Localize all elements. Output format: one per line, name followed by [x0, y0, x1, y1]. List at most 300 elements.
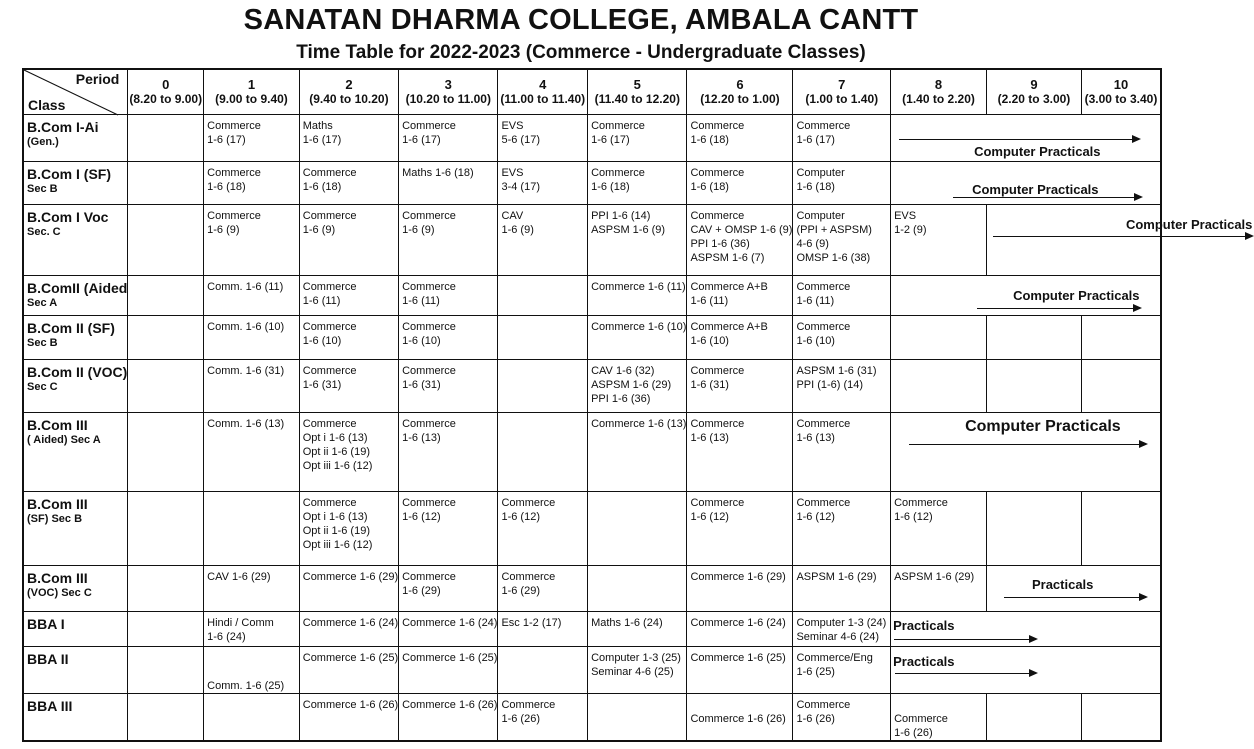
- period-header: [1081, 69, 1161, 114]
- timetable: [22, 68, 1253, 742]
- schedule-cell: [399, 275, 498, 315]
- cell-text: (PPI + ASPSM): [796, 223, 872, 236]
- period-time: (12.20 to 1.00): [700, 91, 780, 106]
- period-header: [986, 69, 1081, 114]
- cell-text: 1-6 (29): [402, 584, 441, 597]
- cell-text: Commerce: [302, 320, 357, 333]
- table-row: [23, 491, 1161, 565]
- cell-text: Seminar 4-6 (25): [591, 665, 674, 678]
- cell-text: [207, 651, 299, 665]
- cell-text: 1-6 (29): [501, 584, 540, 597]
- schedule-cell: [687, 161, 793, 204]
- cell-text: ASPSM 1-6 (7): [690, 251, 765, 264]
- table-row: [23, 275, 1161, 315]
- period-number: 9: [1030, 76, 1038, 92]
- schedule-cell: [498, 204, 588, 275]
- class-name: BBA III: [27, 697, 73, 714]
- cell-text: [690, 698, 792, 712]
- cell-text: Commerce 1-6 (13): [591, 417, 687, 430]
- schedule-cell: [986, 315, 1081, 359]
- schedule-cell: [588, 315, 687, 359]
- cell-text: Computer 1-3 (25): [591, 651, 681, 664]
- cell-text: Computer 1-3 (24): [796, 616, 887, 629]
- header-row: [23, 69, 1161, 114]
- cell-text: 1-6 (9): [501, 223, 534, 236]
- period-header: [128, 69, 204, 114]
- schedule-cell: [891, 693, 987, 741]
- cell-text: Commerce 1-6 (26): [402, 698, 498, 711]
- schedule-cell: [588, 114, 687, 161]
- cell-text: Commerce/Eng: [796, 651, 873, 664]
- cell-text: Commerce: [302, 280, 357, 293]
- schedule-cell: [498, 491, 588, 565]
- cell-text: 1-6 (18): [591, 180, 630, 193]
- class-section: Sec. C: [27, 225, 61, 238]
- cell-text: 1-2 (9): [894, 223, 927, 236]
- cell-text: Commerce: [690, 119, 745, 132]
- cell-text: Commerce: [796, 320, 851, 333]
- schedule-cell: [498, 611, 588, 646]
- cell-text: Commerce: [501, 698, 556, 711]
- practicals-label: Computer Practicals: [972, 181, 1099, 197]
- schedule-cell: [986, 359, 1081, 412]
- schedule-cell: [399, 114, 498, 161]
- schedule-cell: [588, 204, 687, 275]
- cell-text: 1-6 (12): [894, 510, 933, 523]
- class-section: Sec B: [27, 182, 58, 195]
- cell-text: Opt iii 1-6 (12): [302, 538, 373, 551]
- schedule-cell: [588, 693, 687, 741]
- cell-text: PPI (1-6) (14): [796, 378, 864, 391]
- period-number: 6: [736, 76, 744, 92]
- class-cell: [23, 491, 128, 565]
- class-section: Sec C: [27, 380, 58, 393]
- schedule-cell: [793, 565, 891, 611]
- cell-text: Computer: [796, 166, 845, 179]
- cell-text: Commerce: [207, 166, 261, 179]
- schedule-cell: [793, 412, 891, 491]
- cell-text: 1-6 (11): [402, 294, 440, 307]
- cell-text: Opt iii 1-6 (12): [302, 459, 373, 472]
- cell-text: OMSP 1-6 (38): [796, 251, 871, 264]
- cell-text: Opt i 1-6 (13): [302, 510, 368, 523]
- period-time: (9.40 to 10.20): [309, 91, 389, 106]
- cell-text: Commerce: [591, 119, 645, 132]
- cell-text: 1-6 (17): [207, 133, 246, 146]
- cell-text: CAV 1-6 (29): [207, 570, 271, 583]
- span-cell: [891, 611, 1161, 646]
- cell-text: Commerce: [402, 280, 456, 293]
- schedule-cell: [399, 565, 498, 611]
- schedule-cell: [891, 565, 987, 611]
- span-cell: [891, 161, 1161, 204]
- schedule-cell: [687, 204, 793, 275]
- class-cell: [23, 412, 128, 491]
- cell-text: 1-6 (11): [690, 294, 729, 307]
- schedule-cell: [588, 359, 687, 412]
- cell-text: Commerce: [402, 570, 456, 583]
- period-time: (9.00 to 9.40): [215, 91, 288, 106]
- schedule-cell: [588, 275, 687, 315]
- schedule-cell: [498, 275, 588, 315]
- cell-text: 1-6 (31): [690, 378, 729, 391]
- cell-text: Commerce: [894, 496, 948, 509]
- schedule-cell: [687, 275, 793, 315]
- page-subtitle: Time Table for 2022-2023 (Commerce - Undergraduate Classes): [296, 42, 866, 63]
- schedule-cell: [793, 646, 891, 693]
- schedule-cell: [299, 646, 398, 693]
- cell-text: ASPSM 1-6 (29): [894, 570, 975, 583]
- table-row: [23, 359, 1161, 412]
- cell-text: Commerce 1-6 (24): [302, 616, 399, 629]
- cell-text: Commerce: [207, 119, 261, 132]
- corner-cell: [23, 69, 128, 114]
- cell-text: 1-6 (13): [402, 431, 441, 444]
- schedule-cell: [588, 565, 687, 611]
- cell-text: Commerce 1-6 (26): [302, 698, 399, 711]
- schedule-cell: [588, 491, 687, 565]
- schedule-cell: [399, 646, 498, 693]
- cell-text: PPI 1-6 (14): [591, 209, 651, 222]
- arrow-right-icon: [909, 444, 1146, 445]
- period-header: [498, 69, 588, 114]
- schedule-cell: [498, 646, 588, 693]
- period-number: 1: [247, 76, 256, 92]
- schedule-cell: [1081, 693, 1161, 741]
- cell-text: ASPSM 1-6 (9): [591, 223, 666, 236]
- cell-text: 1-6 (12): [796, 510, 835, 523]
- period-number: 10: [1113, 76, 1129, 92]
- cell-text: PPI 1-6 (36): [591, 392, 651, 405]
- schedule-cell: [204, 359, 300, 412]
- schedule-cell: [687, 611, 793, 646]
- schedule-cell: [128, 611, 204, 646]
- schedule-cell: [687, 565, 793, 611]
- schedule-cell: [986, 491, 1081, 565]
- cell-text: Commerce: [402, 119, 456, 132]
- schedule-cell: [399, 204, 498, 275]
- schedule-cell: [399, 161, 498, 204]
- class-cell: [23, 611, 128, 646]
- schedule-cell: [299, 359, 398, 412]
- schedule-cell: [588, 412, 687, 491]
- schedule-cell: [498, 359, 588, 412]
- schedule-cell: [498, 565, 588, 611]
- period-number: 0: [162, 76, 170, 92]
- schedule-cell: [128, 693, 204, 741]
- table-row: [23, 693, 1161, 741]
- schedule-cell: [204, 204, 300, 275]
- table-row: [23, 565, 1161, 611]
- cell-text: Commerce: [690, 166, 745, 179]
- period-header: [588, 69, 687, 114]
- period-time: (1.40 to 2.20): [902, 91, 975, 106]
- schedule-cell: [299, 491, 398, 565]
- table-row: [23, 204, 1161, 275]
- cell-text: CAV: [501, 209, 524, 222]
- class-name: B.Com I-Ai: [27, 118, 99, 135]
- cell-text: Commerce: [501, 496, 556, 509]
- schedule-cell: [204, 275, 300, 315]
- class-name: B.Com II (SF): [27, 319, 115, 336]
- practicals-label: Computer Practicals: [974, 143, 1101, 159]
- class-cell: [23, 114, 128, 161]
- cell-text: 1-6 (18): [690, 180, 729, 193]
- cell-text: 1-6 (9): [207, 223, 240, 236]
- schedule-cell: [299, 161, 398, 204]
- schedule-cell: [687, 491, 793, 565]
- schedule-cell: [299, 693, 398, 741]
- cell-text: 1-6 (13): [690, 431, 729, 444]
- schedule-cell: [891, 315, 987, 359]
- class-name: B.Com III: [27, 569, 88, 586]
- cell-text: 1-6 (26): [501, 712, 540, 725]
- cell-text: Commerce: [302, 417, 357, 430]
- period-header: [299, 69, 398, 114]
- period-number: 8: [934, 76, 943, 92]
- schedule-cell: [399, 611, 498, 646]
- cell-text: ASPSM 1-6 (29): [796, 570, 877, 583]
- schedule-cell: [891, 204, 987, 275]
- cell-text: Comm. 1-6 (11): [207, 280, 284, 293]
- cell-text: Commerce: [402, 320, 456, 333]
- schedule-cell: [204, 693, 300, 741]
- cell-text: Commerce 1-6 (25): [402, 651, 498, 664]
- cell-text: Hindi / Comm: [207, 616, 274, 629]
- cell-text: 1-6 (24): [207, 630, 246, 643]
- schedule-cell: [299, 565, 398, 611]
- period-number: 7: [838, 76, 846, 92]
- span-cell: [891, 646, 1161, 693]
- cell-text: ASPSM 1-6 (29): [591, 378, 672, 391]
- cell-text: Commerce: [796, 496, 851, 509]
- cell-text: 1-6 (12): [501, 510, 540, 523]
- cell-text: Comm. 1-6 (10): [207, 320, 285, 333]
- schedule-cell: [1081, 491, 1161, 565]
- cell-text: Commerce: [690, 496, 745, 509]
- period-time: (1.00 to 1.40): [805, 91, 879, 106]
- cell-text: Commerce: [796, 417, 851, 430]
- period-time: (8.20 to 9.00): [129, 91, 203, 106]
- schedule-cell: [793, 693, 891, 741]
- cell-text: Commerce 1-6 (25): [690, 651, 786, 664]
- class-name: B.Com III: [27, 495, 88, 512]
- class-cell: [23, 646, 128, 693]
- cell-text: 1-6 (17): [591, 133, 630, 146]
- cell-text: 1-6 (12): [402, 510, 441, 523]
- schedule-cell: [588, 646, 687, 693]
- schedule-cell: [204, 611, 300, 646]
- cell-text: 1-6 (17): [796, 133, 835, 146]
- schedule-cell: [793, 275, 891, 315]
- cell-text: Commerce: [302, 166, 357, 179]
- cell-text: Commerce: [402, 364, 456, 377]
- cell-text: 1-6 (31): [302, 378, 342, 391]
- schedule-cell: [687, 114, 793, 161]
- cell-text: 1-6 (18): [796, 180, 835, 193]
- schedule-cell: [299, 114, 398, 161]
- cell-text: Commerce 1-6 (25): [302, 651, 399, 664]
- cell-text: Maths 1-6 (18): [402, 166, 474, 179]
- period-header: [891, 69, 987, 114]
- schedule-cell: [204, 315, 300, 359]
- arrow-right-icon: [977, 308, 1140, 309]
- period-number: 3: [444, 76, 452, 92]
- table-row: [23, 315, 1161, 359]
- span-cell: [986, 565, 1161, 611]
- cell-text: Maths: [302, 119, 333, 132]
- cell-text: Commerce 1-6 (26): [690, 712, 786, 725]
- schedule-cell: [299, 204, 398, 275]
- schedule-cell: [498, 693, 588, 741]
- schedule-cell: [299, 412, 398, 491]
- schedule-cell: [687, 315, 793, 359]
- cell-text: 1-6 (10): [690, 334, 729, 347]
- schedule-cell: [1081, 359, 1161, 412]
- schedule-cell: [128, 161, 204, 204]
- practicals-label: Computer Practicals: [1013, 287, 1140, 303]
- cell-text: [894, 698, 986, 712]
- schedule-cell: [588, 161, 687, 204]
- class-cell: [23, 565, 128, 611]
- schedule-cell: [299, 611, 398, 646]
- schedule-cell: [1081, 315, 1161, 359]
- cell-text: 1-6 (11): [796, 294, 835, 307]
- class-name: B.Com I Voc: [27, 208, 109, 225]
- schedule-cell: [204, 114, 300, 161]
- cell-text: Commerce 1-6 (11): [591, 280, 686, 293]
- cell-text: Comm. 1-6 (31): [207, 364, 285, 377]
- schedule-cell: [793, 315, 891, 359]
- schedule-cell: [687, 693, 793, 741]
- class-name: BBA I: [27, 615, 65, 632]
- cell-text: 1-6 (17): [402, 133, 441, 146]
- schedule-cell: [793, 611, 891, 646]
- cell-text: 5-6 (17): [501, 133, 540, 146]
- schedule-cell: [498, 114, 588, 161]
- arrow-right-icon: [895, 673, 1036, 674]
- cell-text: 1-6 (13): [796, 431, 835, 444]
- period-header: [204, 69, 300, 114]
- cell-text: Opt ii 1-6 (19): [302, 445, 370, 458]
- cell-text: 1-6 (9): [302, 223, 336, 236]
- cell-text: Commerce: [302, 209, 357, 222]
- class-name: B.ComII (Aided: [27, 279, 128, 296]
- cell-text: Commerce: [302, 364, 357, 377]
- class-section: (SF) Sec B: [27, 512, 83, 525]
- period-header: [687, 69, 793, 114]
- span-cell: [891, 114, 1161, 161]
- schedule-cell: [399, 491, 498, 565]
- cell-text: [207, 665, 299, 679]
- cell-text: 1-6 (10): [402, 334, 441, 347]
- class-name: B.Com II (VOC): [27, 363, 128, 380]
- schedule-cell: [128, 315, 204, 359]
- class-label: Class: [28, 96, 66, 113]
- schedule-cell: [687, 359, 793, 412]
- schedule-cell: [204, 565, 300, 611]
- schedule-cell: [128, 204, 204, 275]
- schedule-cell: [687, 646, 793, 693]
- schedule-cell: [399, 412, 498, 491]
- class-cell: [23, 275, 128, 315]
- schedule-cell: [399, 693, 498, 741]
- schedule-cell: [128, 412, 204, 491]
- cell-text: Commerce: [894, 712, 948, 725]
- practicals-label: Practicals: [893, 653, 955, 669]
- schedule-cell: [204, 412, 300, 491]
- cell-text: Seminar 4-6 (24): [796, 630, 879, 643]
- class-name: B.Com I (SF): [27, 165, 111, 182]
- span-cell: [891, 275, 1161, 315]
- cell-text: EVS: [501, 166, 524, 179]
- arrow-right-icon: [993, 236, 1252, 237]
- period-number: 2: [345, 76, 353, 92]
- schedule-cell: [687, 412, 793, 491]
- table-row: [23, 611, 1161, 646]
- span-cell: [891, 412, 1161, 491]
- class-cell: [23, 161, 128, 204]
- schedule-cell: [399, 359, 498, 412]
- cell-text: Commerce: [690, 417, 745, 430]
- schedule-cell: [128, 114, 204, 161]
- table-row: [23, 114, 1161, 161]
- cell-text: Computer: [796, 209, 845, 222]
- arrow-right-icon: [1004, 597, 1146, 598]
- cell-text: Commerce: [402, 417, 456, 430]
- cell-text: Commerce 1-6 (24): [402, 616, 498, 629]
- schedule-cell: [793, 359, 891, 412]
- cell-text: Commerce A+B: [690, 280, 768, 293]
- cell-text: Opt i 1-6 (13): [302, 431, 368, 444]
- cell-text: Commerce: [796, 698, 851, 711]
- cell-text: Esc 1-2 (17): [501, 616, 562, 629]
- practicals-label: Computer Practicals: [965, 417, 1121, 435]
- span-cell: [986, 204, 1253, 275]
- period-header: [399, 69, 498, 114]
- schedule-cell: [204, 161, 300, 204]
- table-row: [23, 412, 1161, 491]
- cell-text: Commerce: [302, 496, 357, 509]
- schedule-cell: [204, 491, 300, 565]
- cell-text: Commerce: [796, 119, 851, 132]
- schedule-cell: [891, 359, 987, 412]
- class-section: (Gen.): [27, 135, 59, 148]
- period-time: (3.00 to 3.40): [1084, 91, 1158, 106]
- schedule-cell: [128, 275, 204, 315]
- schedule-cell: [128, 359, 204, 412]
- period-header: [793, 69, 891, 114]
- cell-text: 1-6 (17): [302, 133, 342, 146]
- cell-text: EVS: [501, 119, 524, 132]
- schedule-cell: [399, 315, 498, 359]
- cell-text: 1-6 (11): [302, 294, 341, 307]
- cell-text: CAV 1-6 (32): [591, 364, 655, 377]
- cell-text: 3-4 (17): [501, 180, 540, 193]
- practicals-label: Computer Practicals: [1125, 216, 1253, 232]
- cell-text: ASPSM 1-6 (31): [796, 364, 877, 377]
- cell-text: Commerce: [402, 496, 456, 509]
- schedule-cell: [128, 491, 204, 565]
- cell-text: 1-6 (26): [796, 712, 835, 725]
- practicals-label: Practicals: [893, 617, 955, 633]
- cell-text: 1-6 (18): [690, 133, 729, 146]
- cell-text: 1-6 (26): [894, 726, 933, 739]
- schedule-cell: [588, 611, 687, 646]
- cell-text: 1-6 (10): [302, 334, 342, 347]
- cell-text: 1-6 (18): [207, 180, 246, 193]
- schedule-cell: [793, 161, 891, 204]
